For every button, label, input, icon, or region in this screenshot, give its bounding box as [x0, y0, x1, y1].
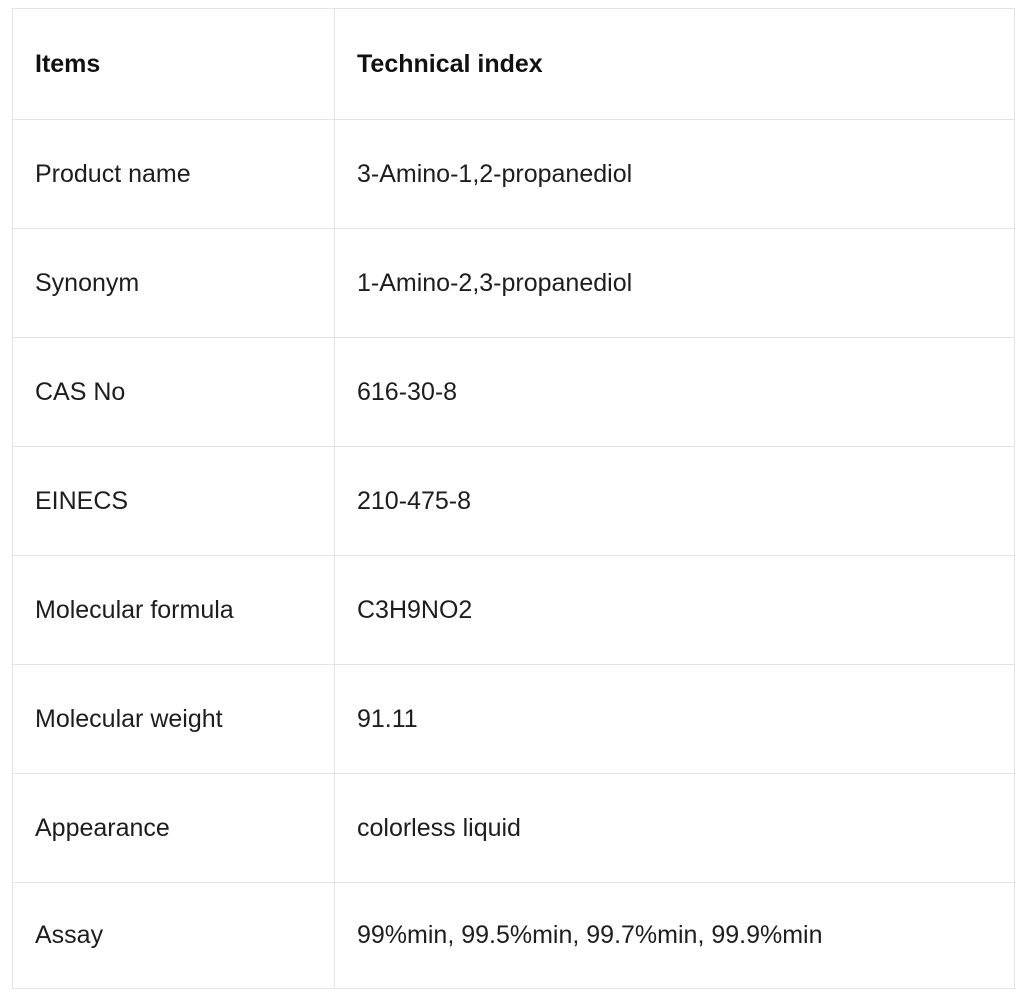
table-header	[13, 9, 1015, 120]
row-value: C3H9NO2	[335, 556, 1015, 665]
row-label: EINECS	[13, 447, 335, 556]
row-label: Product name	[13, 120, 335, 229]
specification-table	[12, 8, 1015, 989]
row-label: Synonym	[13, 229, 335, 338]
table-row	[13, 229, 1015, 338]
table-row	[13, 447, 1015, 556]
row-value: 1-Amino-2,3-propanediol	[335, 229, 1015, 338]
table-row	[13, 120, 1015, 229]
row-value: 99%min, 99.5%min, 99.7%min, 99.9%min	[335, 883, 1015, 989]
row-label: Molecular weight	[13, 665, 335, 774]
row-value: colorless liquid	[335, 774, 1015, 883]
row-value: 3-Amino-1,2-propanediol	[335, 120, 1015, 229]
table-row	[13, 338, 1015, 447]
table-row	[13, 883, 1015, 989]
table-row	[13, 774, 1015, 883]
row-label: CAS No	[13, 338, 335, 447]
row-label: Molecular formula	[13, 556, 335, 665]
row-value: 616-30-8	[335, 338, 1015, 447]
row-label: Assay	[13, 883, 335, 989]
column-header-technical-index: Technical index	[335, 9, 1015, 120]
row-value: 91.11	[335, 665, 1015, 774]
row-value: 210-475-8	[335, 447, 1015, 556]
table-body	[13, 120, 1015, 989]
table-row	[13, 556, 1015, 665]
row-label: Appearance	[13, 774, 335, 883]
table-header-row	[13, 9, 1015, 120]
table-row	[13, 665, 1015, 774]
column-header-items: Items	[13, 9, 335, 120]
